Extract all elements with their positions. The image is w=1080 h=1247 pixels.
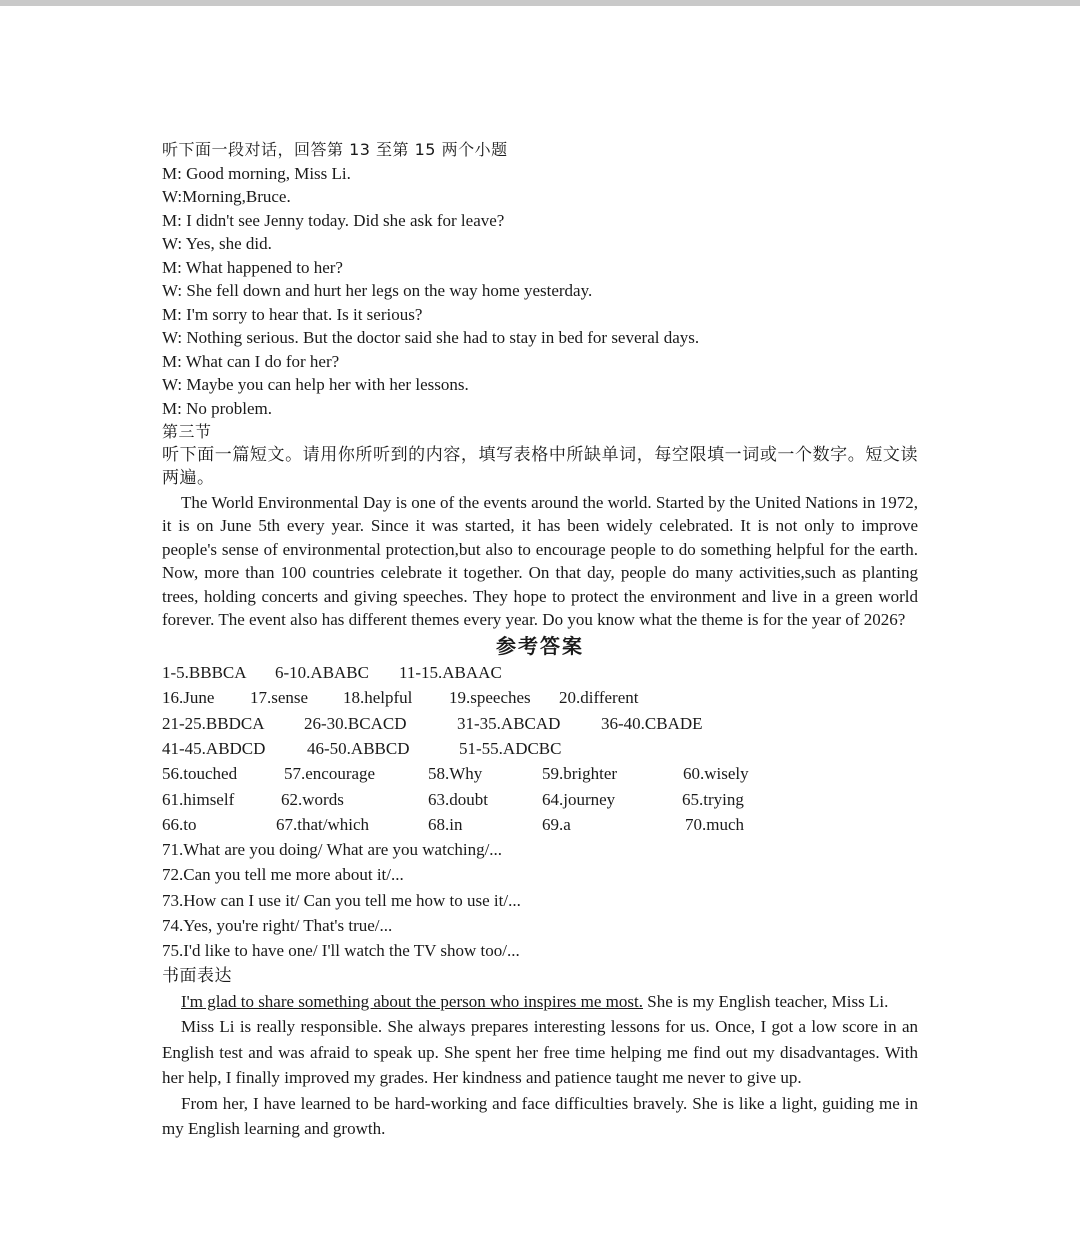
answer-row xyxy=(162,685,918,710)
dialogue-line: W: She fell down and hurt her legs on the way home yesterday. xyxy=(162,281,593,300)
essay-paragraph-2: Miss Li is really responsible. She always prepares interesting lessons for us. Once, I got a low score in an English test and was afraid to speak up. She spent her free time helping me find out my disadvantages. With her help, I finally improved my grades. Her kindness and patience taught me never to give up. xyxy=(162,1017,918,1088)
dialogue-line: W: Yes, she did. xyxy=(162,234,272,253)
document-page xyxy=(162,138,918,1142)
answer-line: 75.I'd like to have one/ I'll watch the TV show too/... xyxy=(162,941,520,961)
answer-item: 63.doubt xyxy=(428,789,488,809)
answer-item: 60.wisely xyxy=(683,764,749,784)
dialogue-line: W:Morning,Bruce. xyxy=(162,187,291,206)
answer-item: 11-15.ABAAC xyxy=(399,663,502,683)
answer-row xyxy=(162,787,918,812)
answer-item: 61.himself xyxy=(162,789,235,809)
answer-item: 59.brighter xyxy=(542,764,618,784)
answer-item: 41-45.ABDCD xyxy=(162,738,266,758)
essay-topic-sentence: I'm glad to share something about the person who inspires me most. xyxy=(181,991,643,1011)
answer-item: 16.June xyxy=(162,688,215,708)
answer-item: 66.to xyxy=(162,814,197,834)
answer-item: 17.sense xyxy=(250,688,309,708)
answers-heading: 参考答案 xyxy=(496,634,584,659)
answer-item: 65.trying xyxy=(682,789,744,809)
dialogue-line: M: I didn't see Jenny today. Did she ask for leave? xyxy=(162,210,505,230)
answer-item: 36-40.CBADE xyxy=(601,713,703,733)
answer-item: 67.that/which xyxy=(276,814,370,834)
dialogue-line: M: No problem. xyxy=(162,398,273,418)
dialogue-line: M: Good morning, Miss Li. xyxy=(162,163,351,183)
answer-item: 69.a xyxy=(542,814,571,834)
section3-title: 第三节 xyxy=(162,422,212,441)
dialogue-line: M: What can I do for her? xyxy=(162,351,340,371)
answer-item: 46-50.ABBCD xyxy=(307,738,410,758)
top-border xyxy=(0,0,1080,6)
answer-item: 57.encourage xyxy=(284,764,376,784)
writing-title: 书面表达 xyxy=(162,965,232,986)
answer-row xyxy=(162,736,918,761)
dialogue xyxy=(162,162,918,421)
answer-item: 62.words xyxy=(281,789,344,809)
answer-item: 56.touched xyxy=(162,764,238,784)
answer-item: 1-5.BBBCA xyxy=(162,663,247,683)
answer-line: 73.How can I use it/ Can you tell me how to use it/... xyxy=(162,890,521,910)
answer-item: 51-55.ADCBC xyxy=(459,738,562,758)
answer-row xyxy=(162,761,918,786)
answer-line: 74.Yes, you're right/ That's true/... xyxy=(162,916,393,936)
answer-item: 68.in xyxy=(428,814,463,834)
answer-row xyxy=(162,812,918,837)
answer-lines xyxy=(162,837,918,963)
answer-item: 31-35.ABCAD xyxy=(457,713,561,733)
listening-passage: The World Environmental Day is one of the events around the world. Started by the United Nations in 1972, it is on June 5th every year. Since it was started, it has been widely celebrated. It is not only to improve people's sense of environmental protection,but also to encourage people to do something helpful for the earth. Now, more than 100 countries celebrate it together. On that day, people do many activities,such as planting trees, holding concerts and giving speeches. They hope to protect the environment and live in a green world forever. The event also has different themes every year. Do you know what the theme is for the year of 2026? xyxy=(162,492,918,630)
dialogue-line: M: What happened to her? xyxy=(162,257,343,277)
answer-line: 72.Can you tell me more about it/... xyxy=(162,865,404,885)
section-intro: 听下面一段对话，回答第 13 至第 15 两个小题 xyxy=(162,140,508,159)
essay-text: She is my English teacher, Miss Li. xyxy=(643,991,889,1011)
essay-paragraph-1 xyxy=(162,989,918,1015)
answer-item: 70.much xyxy=(685,814,745,834)
dialogue-line: W: Maybe you can help her with her lessons. xyxy=(162,375,469,394)
answer-item: 20.different xyxy=(559,688,639,708)
answer-item: 58.Why xyxy=(428,764,483,784)
answer-item: 26-30.BCACD xyxy=(304,713,407,733)
answer-item: 64.journey xyxy=(542,789,616,809)
essay-paragraph-3: From her, I have learned to be hard-working and face difficulties bravely. She is like a light, guiding me in my English learning and growth. xyxy=(162,1093,918,1139)
answer-line: 71.What are you doing/ What are you watching/... xyxy=(162,840,503,860)
dialogue-line: M: I'm sorry to hear that. Is it serious? xyxy=(162,304,423,324)
answer-item: 6-10.ABABC xyxy=(275,663,369,683)
dialogue-line: W: Nothing serious. But the doctor said she had to stay in bed for several days. xyxy=(162,328,700,347)
answer-row xyxy=(162,711,918,736)
answer-row xyxy=(162,660,918,685)
answer-grid xyxy=(162,660,918,837)
answer-item: 19.speeches xyxy=(449,688,531,708)
answer-item: 18.helpful xyxy=(343,688,413,708)
section3-instruction: 听下面一篇短文。请用你所听到的内容，填写表格中所缺单词，每空限填一词或一个数字。短文读两遍。 xyxy=(162,444,918,488)
answer-item: 21-25.BBDCA xyxy=(162,713,265,733)
